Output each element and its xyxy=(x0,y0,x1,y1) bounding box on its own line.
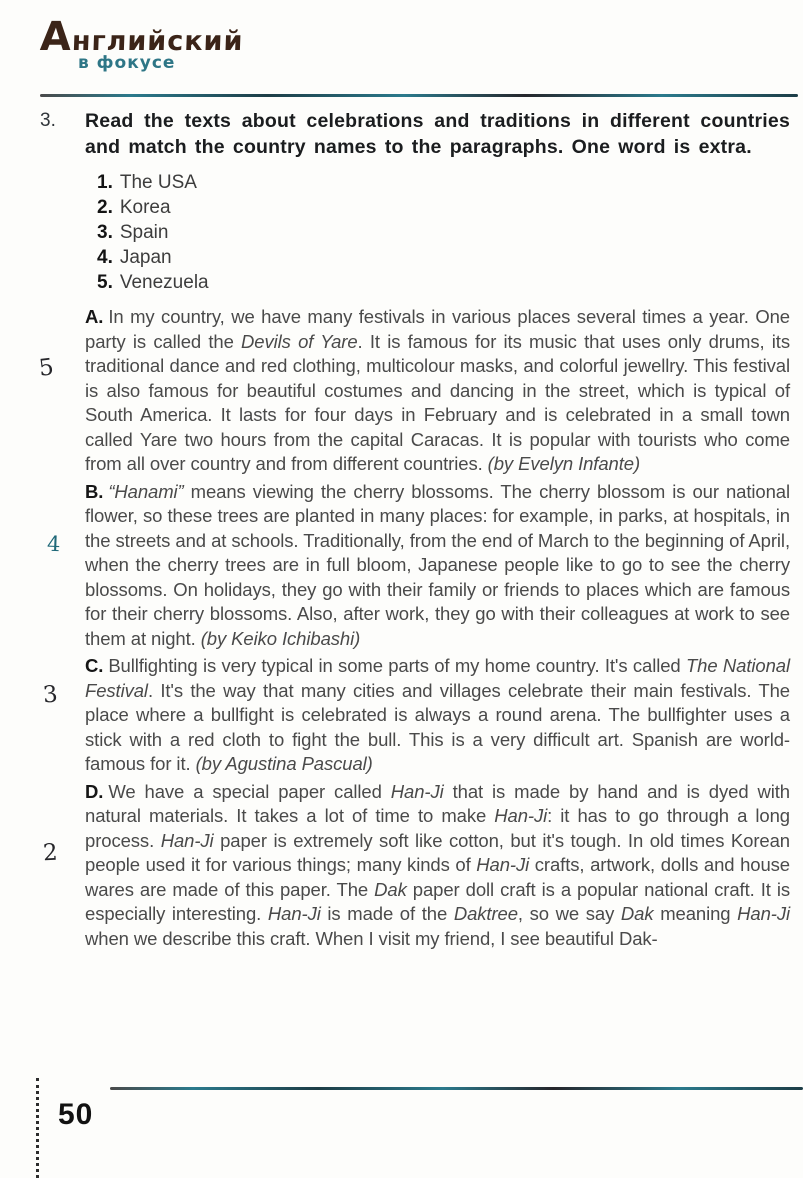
spotlight-logo xyxy=(39,14,244,73)
logo-title: Английский xyxy=(39,14,244,60)
page-edge-dots xyxy=(36,1078,39,1178)
option-number: 5. xyxy=(97,272,113,293)
paragraph-label: D. xyxy=(85,780,104,802)
exercise-instruction: Read the texts about celebrations and traditions in different countries and match the country names to the paragraphs. One word is extra. xyxy=(85,110,790,158)
paragraph-text: We have a special paper called Han-Ji that is made by hand and is dyed with natural materials. It takes a lot of time to make Han-Ji: it has to go through a long process. Han-Ji paper is extremely soft like cotton, but it's tough. In old times Korean people used it for various things; many kinds of Han-Ji crafts, artwork, dolls and house wares are made of this paper. The Dak paper doll craft is a popular national craft. It is especially interesting. Han-Ji is made of the Daktree, so we say Dak meaning Han-Ji when we describe this craft. When I visit my friend, I see beautiful Dak- xyxy=(85,780,790,949)
handwritten-answer-b: 4 xyxy=(46,531,61,556)
paragraph-a xyxy=(37,305,790,477)
paragraph-b xyxy=(46,480,790,652)
handwritten-answer-c: 3 xyxy=(41,681,59,709)
logo-subtitle: в фокусе xyxy=(78,53,176,73)
option-number: 1. xyxy=(97,172,113,193)
option-number: 3. xyxy=(97,222,113,243)
option-label: Venezuela xyxy=(119,272,209,293)
paragraph-text: “Hanami” means viewing the cherry blossoms. The cherry blossom is our national flower, so these trees are planted in many places: for example, in parks, at hospitals, in the streets and at schools. Traditionally, from the end of March to the beginning of April, when the cherry trees are in full bloom, Japanese people like to go to see the cherry blossoms. On holidays, they go with their family or friends to places which are famous for their cherry blossoms. Also, after work, they go with their colleagues at work to see them at night. (by Keiko Ichibashi) xyxy=(85,480,790,649)
exercise-number: 3. xyxy=(40,110,56,131)
header-divider xyxy=(40,94,798,97)
paragraph-label: B. xyxy=(85,480,104,502)
exercise-3 xyxy=(37,108,790,954)
country-option-japan xyxy=(97,245,790,270)
country-option-venezuela xyxy=(97,270,790,295)
handwritten-answer-a: 5 xyxy=(37,354,56,382)
option-label: Japan xyxy=(119,247,172,268)
paragraph-text: In my country, we have many festivals in various places several times a year. One party is called the Devils of Yare. It is famous for its music that uses only drums, its traditional dance and red clothing, multicolour masks, and colorful jewellry. This festival is also famous for beautiful costumes and dancing in the street, which is typical of South America. It lasts for four days in February and is celebrated in a small town called Yare two hours from the capital Caracas. It is popular with tourists who come from all over country and from different countries. (by Evelyn Infante) xyxy=(85,306,790,474)
option-label: Spain xyxy=(119,222,169,243)
page-number: 50 xyxy=(58,1098,94,1131)
paragraph-label: C. xyxy=(85,655,104,676)
option-label: The USA xyxy=(119,172,197,193)
country-option-spain xyxy=(97,220,790,245)
paragraph-label: A. xyxy=(85,306,104,327)
paragraph-text: Bullfighting is very typical in some parts of my home country. It's called The National Festival. It's the way that many cities and villages celebrate their main festivals. The place where a bullfight is celebrated is always a round arena. The bullfighter uses a stick with a red cloth to fight the bull. This is a very difficult art. Spanish are world-famous for it. (by Agustina Pascual) xyxy=(85,655,790,774)
reading-texts xyxy=(37,305,790,951)
handwritten-answer-d: 2 xyxy=(42,839,59,866)
paragraph-d xyxy=(42,780,790,952)
footer-divider xyxy=(110,1087,803,1090)
country-list xyxy=(85,170,790,295)
exercise-body xyxy=(37,108,790,954)
option-label: Korea xyxy=(119,197,171,218)
option-number: 4. xyxy=(97,247,113,268)
paragraph-c xyxy=(41,654,790,777)
option-number: 2. xyxy=(97,197,113,218)
country-option-korea xyxy=(97,195,790,220)
country-option-usa xyxy=(97,170,790,195)
